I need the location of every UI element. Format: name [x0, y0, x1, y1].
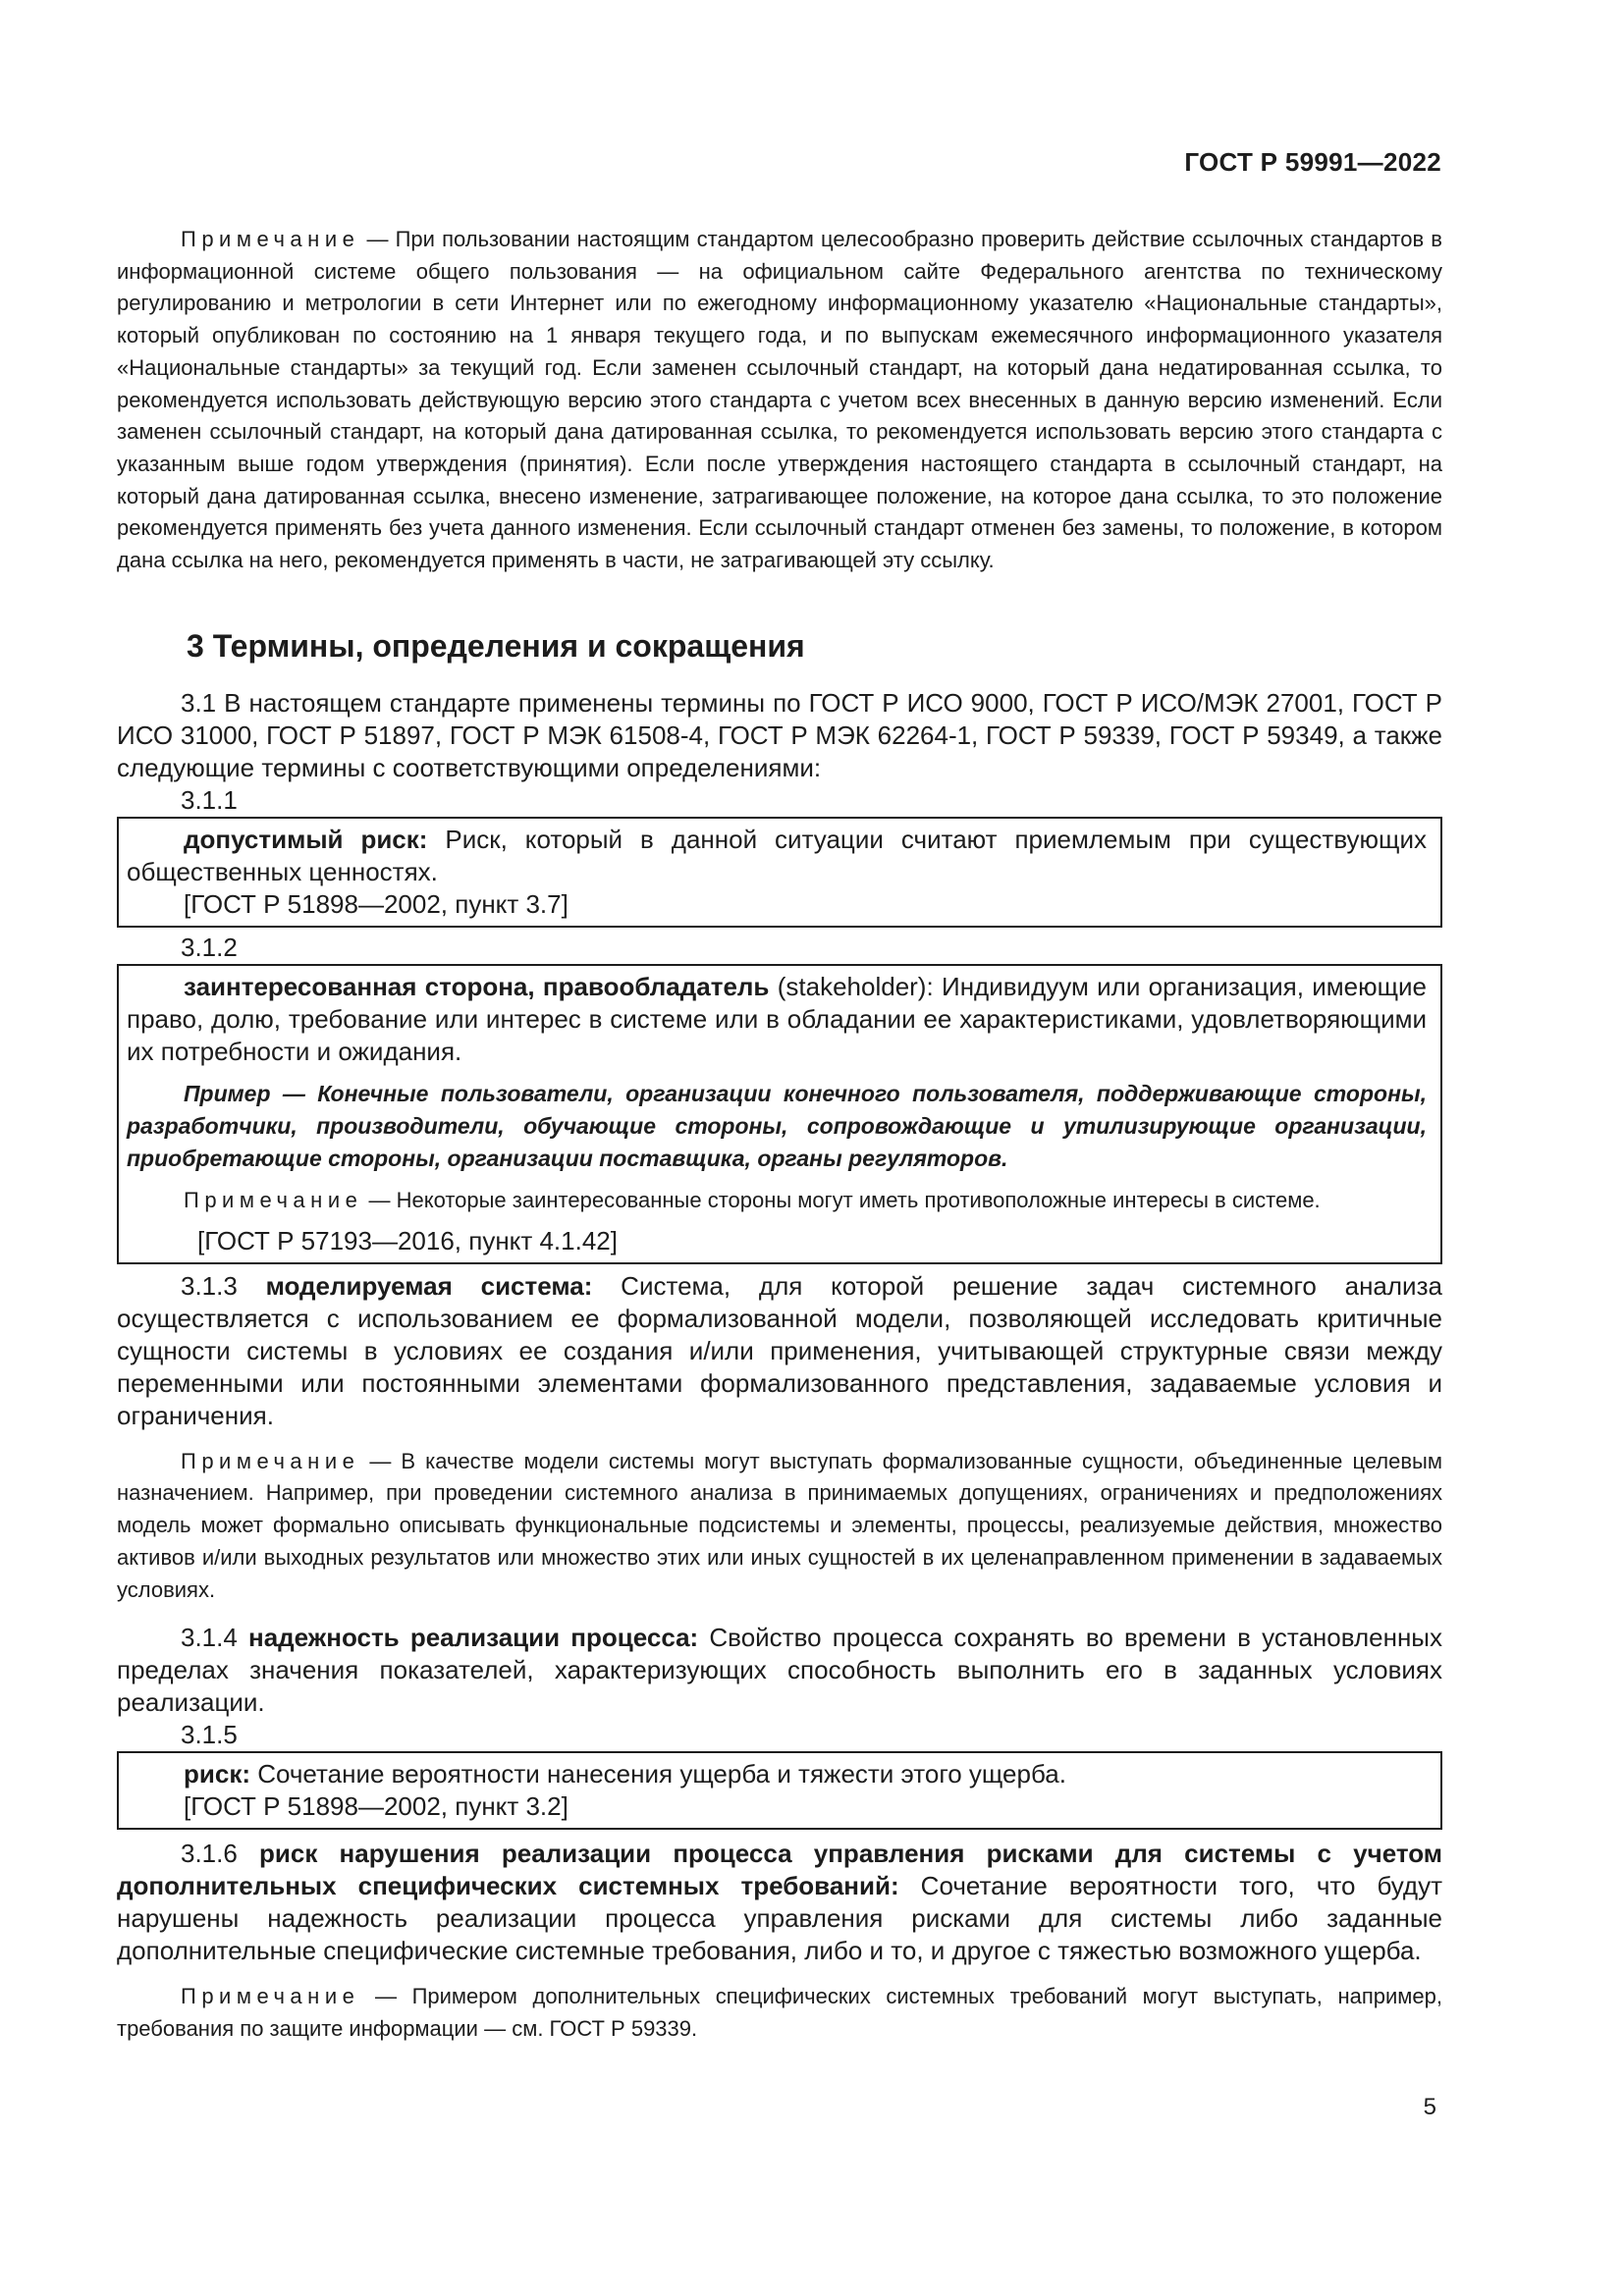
- reference-note: [117, 224, 1442, 577]
- note-paragraph: [117, 224, 1442, 577]
- term-note: [127, 1185, 1427, 1217]
- term-name: риск:: [184, 1759, 250, 1789]
- note-text: — Примером дополнительных специфических системных требований могут выступать, например, требования по защите информации — см. ГОСТ Р 59339.: [117, 1984, 1442, 2041]
- note-text: — Некоторые заинтересованные стороны могут иметь противоположные интересы в системе.: [362, 1188, 1321, 1212]
- note-label: Примечание: [181, 1448, 360, 1473]
- term-number: 3.1.6: [181, 1839, 238, 1869]
- term-name: допустимый риск:: [184, 825, 428, 854]
- note-text: — В качестве модели системы могут выступать формализованные сущности, объединенные целевым назначением. Например, при проведении системного анализа в принимаемых допущениях, ограничениях и предположениях модель может формально описывать функциональные подсистемы и элементы, процессы, реализуемые действия, множество активов и/или выходных результатов или множество этих или иных сущностей в их целенаправленном применении в задаваемых условиях.: [117, 1448, 1442, 1602]
- term-3-1-4: [117, 1622, 1442, 1719]
- document-header: ГОСТ Р 59991—2022: [1184, 147, 1441, 177]
- term-box-3-1-5: [117, 1751, 1442, 1830]
- term-number: 3.1.4: [181, 1623, 238, 1653]
- term-source: [ГОСТ Р 57193—2016, пункт 4.1.42]: [197, 1225, 618, 1255]
- paragraph-3-1: 3.1 В настоящем стандарте применены термины по ГОСТ Р ИСО 9000, ГОСТ Р ИСО/МЭК 27001, ГОСТ Р ИСО 31000, ГОСТ Р 51897, ГОСТ Р МЭК 61508-4, ГОСТ Р МЭК 62264-1, ГОСТ Р 59339, ГОСТ Р 59349, а также следующие термины с соответствующими определениями:: [117, 688, 1442, 782]
- term-name: заинтересованная сторона, правообладатель: [184, 972, 770, 1001]
- term-definition: [127, 971, 1427, 1068]
- note-text: — При пользовании настоящим стандартом целесообразно проверить действие ссылочных стандартов в информационной системе общего пользования — на официальном сайте Федерального агентства по техническому регулированию и метрологии в сети Интернет или по ежегодному информационному указателю «Национальные стандарты», который опубликован по состоянию на 1 января текущего года, и по выпускам ежемесячного информационного указателя «Национальные стандарты» за текущий год. Если заменен ссылочный стандарт, на который дана недатированная ссылка, то рекомендуется использовать действующую версию этого стандарта с учетом всех внесенных в данную версию изменений. Если заменен ссылочный стандарт, на который дана датированная ссылка, то рекомендуется использовать версию этого стандарта с указанным выше годом утверждения (принятия). Если после утверждения настоящего стандарта в ссылочный стандарт, на который дана датированная ссылка, внесено изменение, затрагивающее положение, на которое дана ссылка, то это положение рекомендуется применять без учета данного изменения. Если ссылочный стандарт отменен без замены, то положение, в котором дана ссылка на него, рекомендуется применять в части, не затрагивающей эту ссылку.: [117, 227, 1442, 573]
- term-name: риск нарушения реализации процесса управления рисками для системы с учетом дополнительных специфических системных требований:: [117, 1839, 1442, 1901]
- term-number: 3.1.3: [181, 1270, 238, 1301]
- term-text: Сочетание вероятности нанесения ущерба и тяжести этого ущерба.: [250, 1759, 1066, 1789]
- term-source: [ГОСТ Р 51898—2002, пункт 3.2]: [184, 1791, 568, 1822]
- term-text: (stakeholder): Индивидуум или организация, имеющие право, долю, требование или интерес в системе или в обладании ее характеристиками, удовлетворяющими их потребности и ожидания.: [127, 972, 1427, 1066]
- term-number-3-1-1: 3.1.1: [181, 785, 238, 815]
- term-definition: [127, 824, 1427, 888]
- term-box-3-1-2: [117, 964, 1442, 1264]
- term-box-3-1-1: [117, 817, 1442, 928]
- term-note: [117, 1981, 1442, 2045]
- note-label: Примечание: [181, 227, 360, 251]
- term-name: моделируемая система:: [265, 1270, 593, 1301]
- term-text: Свойство процесса сохранять во времени в установленных пределах значения показателей, характеризующих способность выполнить его в заданных условиях реализации.: [117, 1623, 1442, 1718]
- term-source: [ГОСТ Р 51898—2002, пункт 3.7]: [184, 889, 568, 919]
- note-label: Примечание: [181, 1984, 360, 2009]
- page-number: 5: [1423, 2094, 1436, 2120]
- term-definition: [127, 1758, 1427, 1790]
- term-3-1-6: [117, 1838, 1442, 1967]
- section-title: 3 Термины, определения и сокращения: [187, 628, 805, 664]
- term-text: Риск, который в данной ситуации считают приемлемым при существующих общественных ценностях.: [127, 825, 1427, 886]
- term-example: Пример — Конечные пользователи, организации конечного пользователя, поддерживающие стороны, разработчики, производители, обучающие стороны, сопровождающие и утилизирующие организации, приобретающие стороны, организации поставщика, органы регуляторов.: [127, 1081, 1427, 1171]
- term-number-3-1-2: 3.1.2: [181, 933, 238, 962]
- term-text: Сочетание вероятности того, что будут нарушены надежность реализации процесса управления рисками для системы либо заданные дополнительные специфические системные требования, либо и то, и другое с тяжестью возможного ущерба.: [117, 1871, 1443, 1966]
- term-text: Система, для которой решение задач системного анализа осуществляется с использованием ее формализованной модели, позволяющей исследовать критичные сущности системы в условиях ее создания и/или применения, учитывающей структурные связи между переменными или постоянными элементами формализованного представления, задаваемые условия и ограничения.: [117, 1270, 1442, 1430]
- term-number-3-1-5: 3.1.5: [181, 1720, 238, 1750]
- term-name: надежность реализации процесса:: [248, 1623, 699, 1653]
- note-label: Примечание: [184, 1188, 363, 1212]
- term-3-1-3: [117, 1270, 1442, 1432]
- term-note: [117, 1446, 1442, 1607]
- section-body: [117, 687, 1442, 2046]
